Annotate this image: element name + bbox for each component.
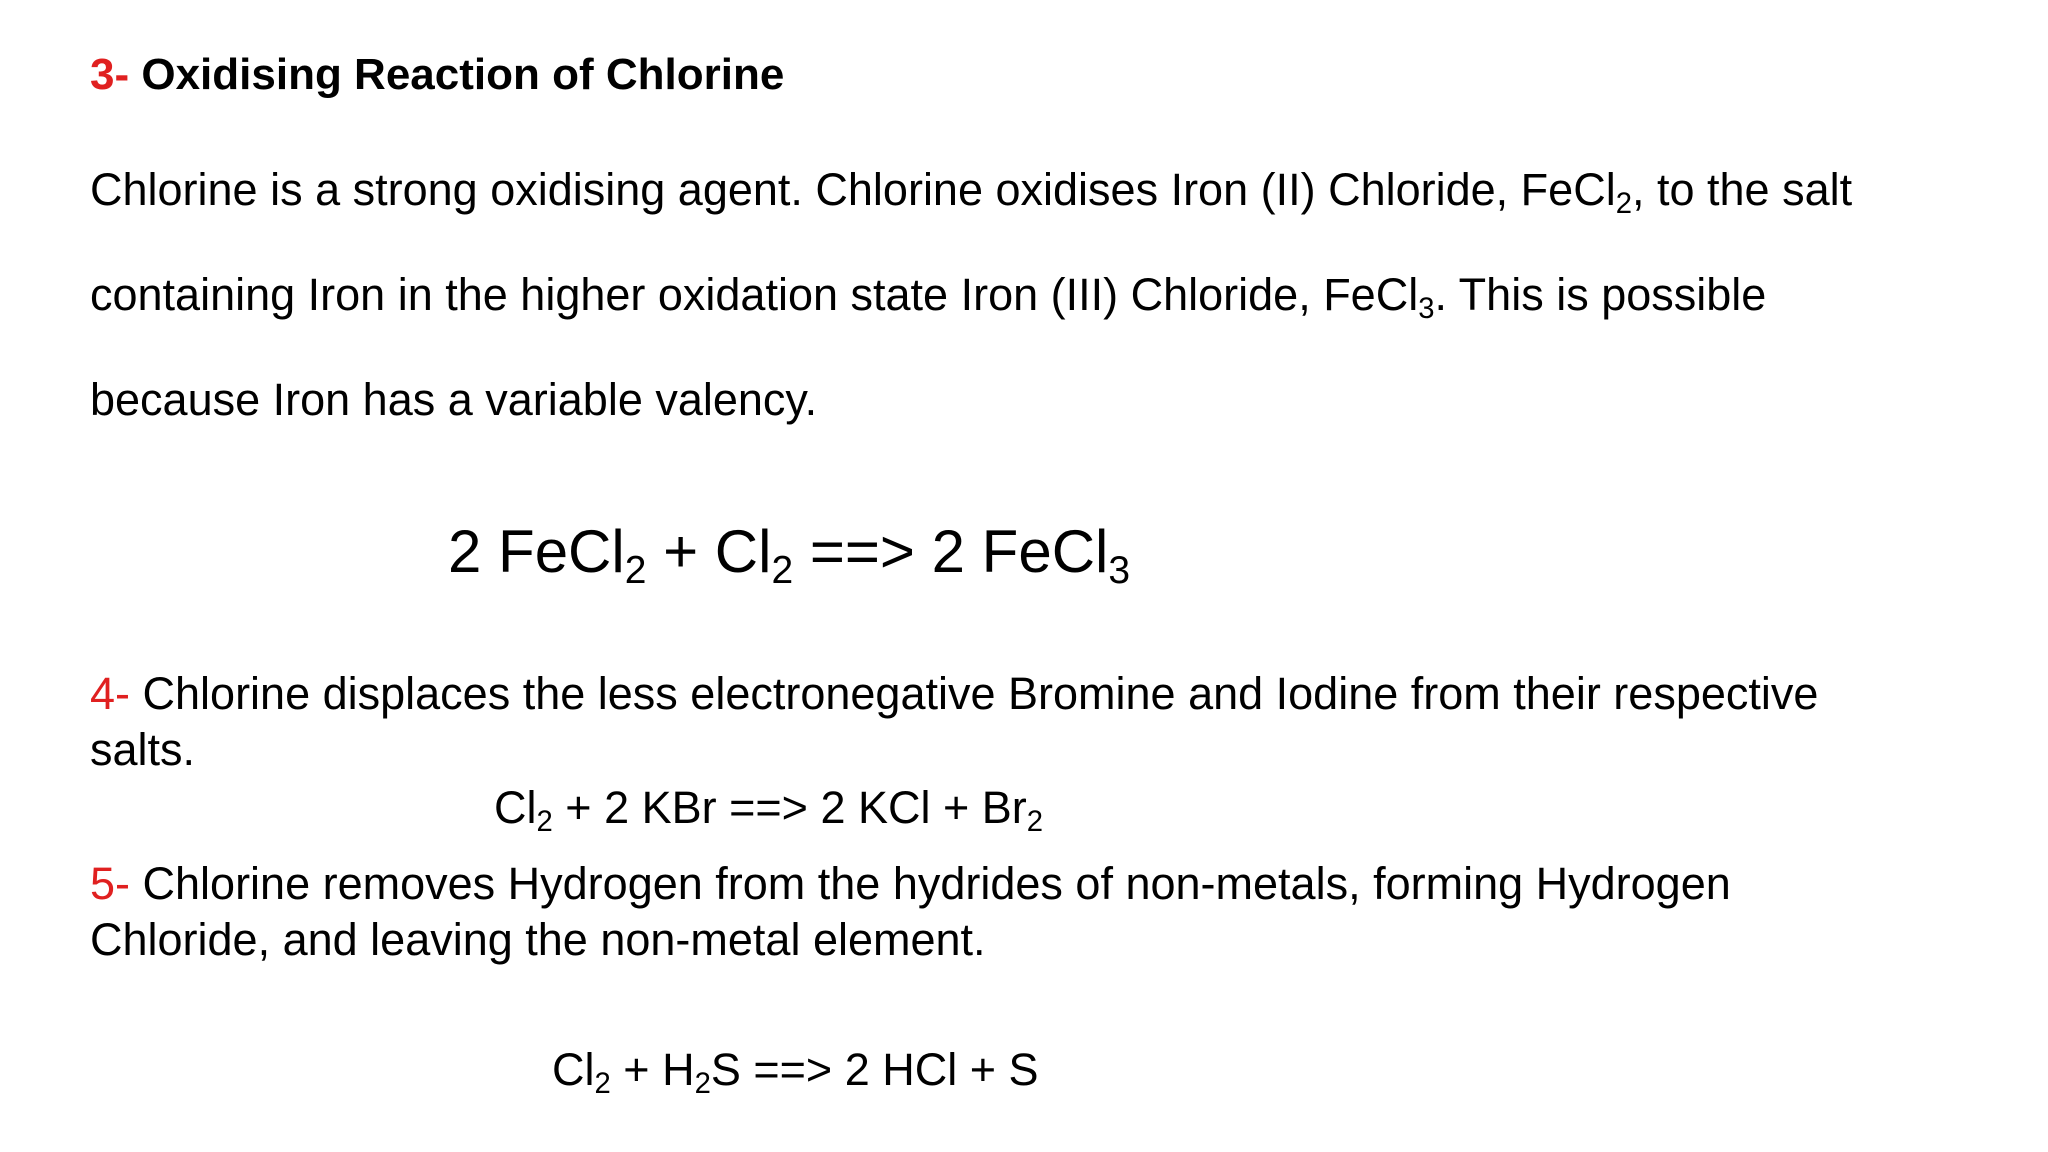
item-5 [90, 856, 1920, 968]
equation-hydrogen-sulfide [552, 1040, 1039, 1106]
subscript: 2 [694, 1068, 711, 1101]
text-run: Chlorine is a strong oxidising agent. Chlorine oxidises Iron (II) Chloride, FeCl [90, 164, 1616, 215]
text-run: 2 FeCl [448, 518, 625, 585]
item-5-text: Chlorine removes Hydrogen from the hydrides of non-metals, forming Hydrogen Chloride, and leaving the non-metal element. [90, 858, 1731, 965]
paragraph-line-3: because Iron has a variable valency. [90, 374, 818, 425]
text-run: , to the salt [1631, 164, 1853, 215]
equation-iron-chloride [448, 512, 1130, 600]
subscript: 2 [624, 548, 647, 592]
subscript: 2 [1026, 806, 1044, 839]
text-run: containing Iron in the higher oxidation state Iron (III) Chloride, FeCl [90, 269, 1419, 320]
heading-title: Oxidising Reaction of Chlorine [141, 50, 785, 99]
section-heading [90, 45, 1970, 105]
subscript: 2 [1615, 188, 1632, 221]
item-4-text: Chlorine displaces the less electronegative Bromine and Iodine from their respective salts. [90, 668, 1819, 775]
text-run: Cl [552, 1044, 595, 1095]
text-run: + Cl [646, 518, 772, 585]
subscript: 3 [1418, 293, 1435, 326]
item-4-number: 4- [90, 668, 131, 719]
subscript: 2 [536, 806, 553, 839]
paragraph-line-2 [90, 265, 1970, 331]
subscript: 2 [594, 1068, 611, 1101]
text-run: ==> 2 FeCl [793, 518, 1109, 585]
paragraph-line-1 [90, 160, 1970, 226]
subscript: 2 [771, 548, 794, 592]
subscript: 3 [1108, 548, 1131, 592]
equation-bromide [494, 778, 1043, 844]
text-run: + 2 KBr ==> 2 KCl + Br [552, 782, 1027, 833]
item-5-number: 5- [90, 858, 131, 909]
text-run: Cl [494, 782, 537, 833]
text-run: + H [610, 1044, 695, 1095]
text-run: . This is possible [1434, 269, 1767, 320]
heading-number: 3- [90, 50, 130, 99]
item-4 [90, 666, 1920, 778]
text-run: S ==> 2 HCl + S [710, 1044, 1039, 1095]
